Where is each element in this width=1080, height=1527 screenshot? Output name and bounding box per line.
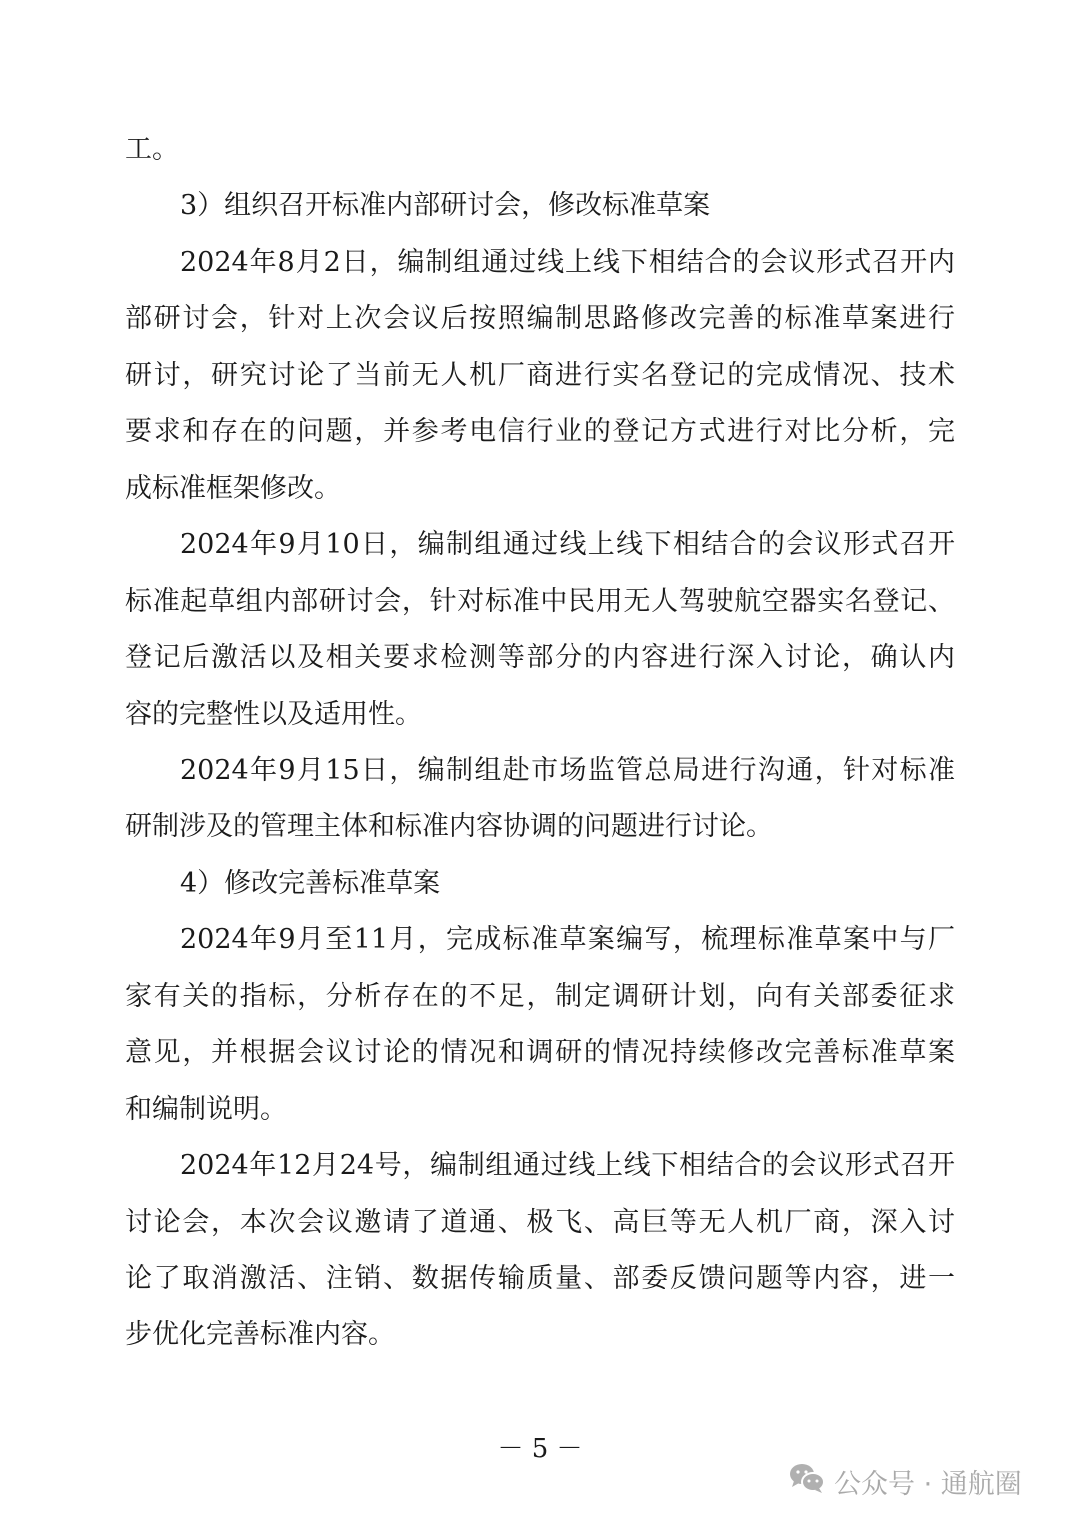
text-line: 2024年9月15日，编制组赴市场监管总局进行沟通，针对标准 [180,755,955,786]
text-line: 成标准框架修改。 [125,473,341,504]
text-line: 论了取消激活、注销、数据传输质量、部委反馈问题等内容，进一 [125,1263,955,1294]
text-line: 要求和存在的问题，并参考电信行业的登记方式进行对比分析，完 [125,416,955,447]
text-line: 研制涉及的管理主体和标准内容协调的问题进行讨论。 [125,811,773,842]
text-line: 2024年8月2日，编制组通过线上线下相结合的会议形式召开内 [180,247,955,278]
text-line: 2024年9月至11月，完成标准草案编写，梳理标准草案中与厂 [180,924,955,955]
wechat-icon [788,1462,826,1501]
text-line: 步优化完善标准内容。 [125,1319,395,1350]
page-number: － 5 － [497,1434,583,1464]
watermark [788,1462,1022,1501]
text-line: 意见，并根据会议讨论的情况和调研的情况持续修改完善标准草案 [125,1037,955,1068]
text-line: 家有关的指标，分析存在的不足，制定调研计划，向有关部委征求 [125,981,955,1012]
text-line: 4）修改完善标准草案 [180,868,441,899]
text-line: 研讨，研究讨论了当前无人机厂商进行实名登记的完成情况、技术 [125,360,955,391]
text-line: 部研讨会，针对上次会议后按照编制思路修改完善的标准草案进行 [125,303,955,334]
text-line: 和编制说明。 [125,1094,287,1125]
text-line: 容的完整性以及适用性。 [125,699,422,730]
text-line: 登记后激活以及相关要求检测等部分的内容进行深入讨论，确认内 [125,642,955,673]
text-line: 2024年12月24号，编制组通过线上线下相结合的会议形式召开 [180,1150,955,1181]
text-line: 2024年9月10日，编制组通过线上线下相结合的会议形式召开 [180,529,955,560]
text-line: 讨论会，本次会议邀请了道通、极飞、高巨等无人机厂商，深入讨 [125,1207,955,1238]
watermark-text: 公众号 · 通航圈 [834,1469,1022,1500]
text-line: 工。 [125,134,179,165]
text-line: 标准起草组内部研讨会，针对标准中民用无人驾驶航空器实名登记、 [125,586,955,617]
text-line: 3）组织召开标准内部研讨会，修改标准草案 [180,190,711,221]
